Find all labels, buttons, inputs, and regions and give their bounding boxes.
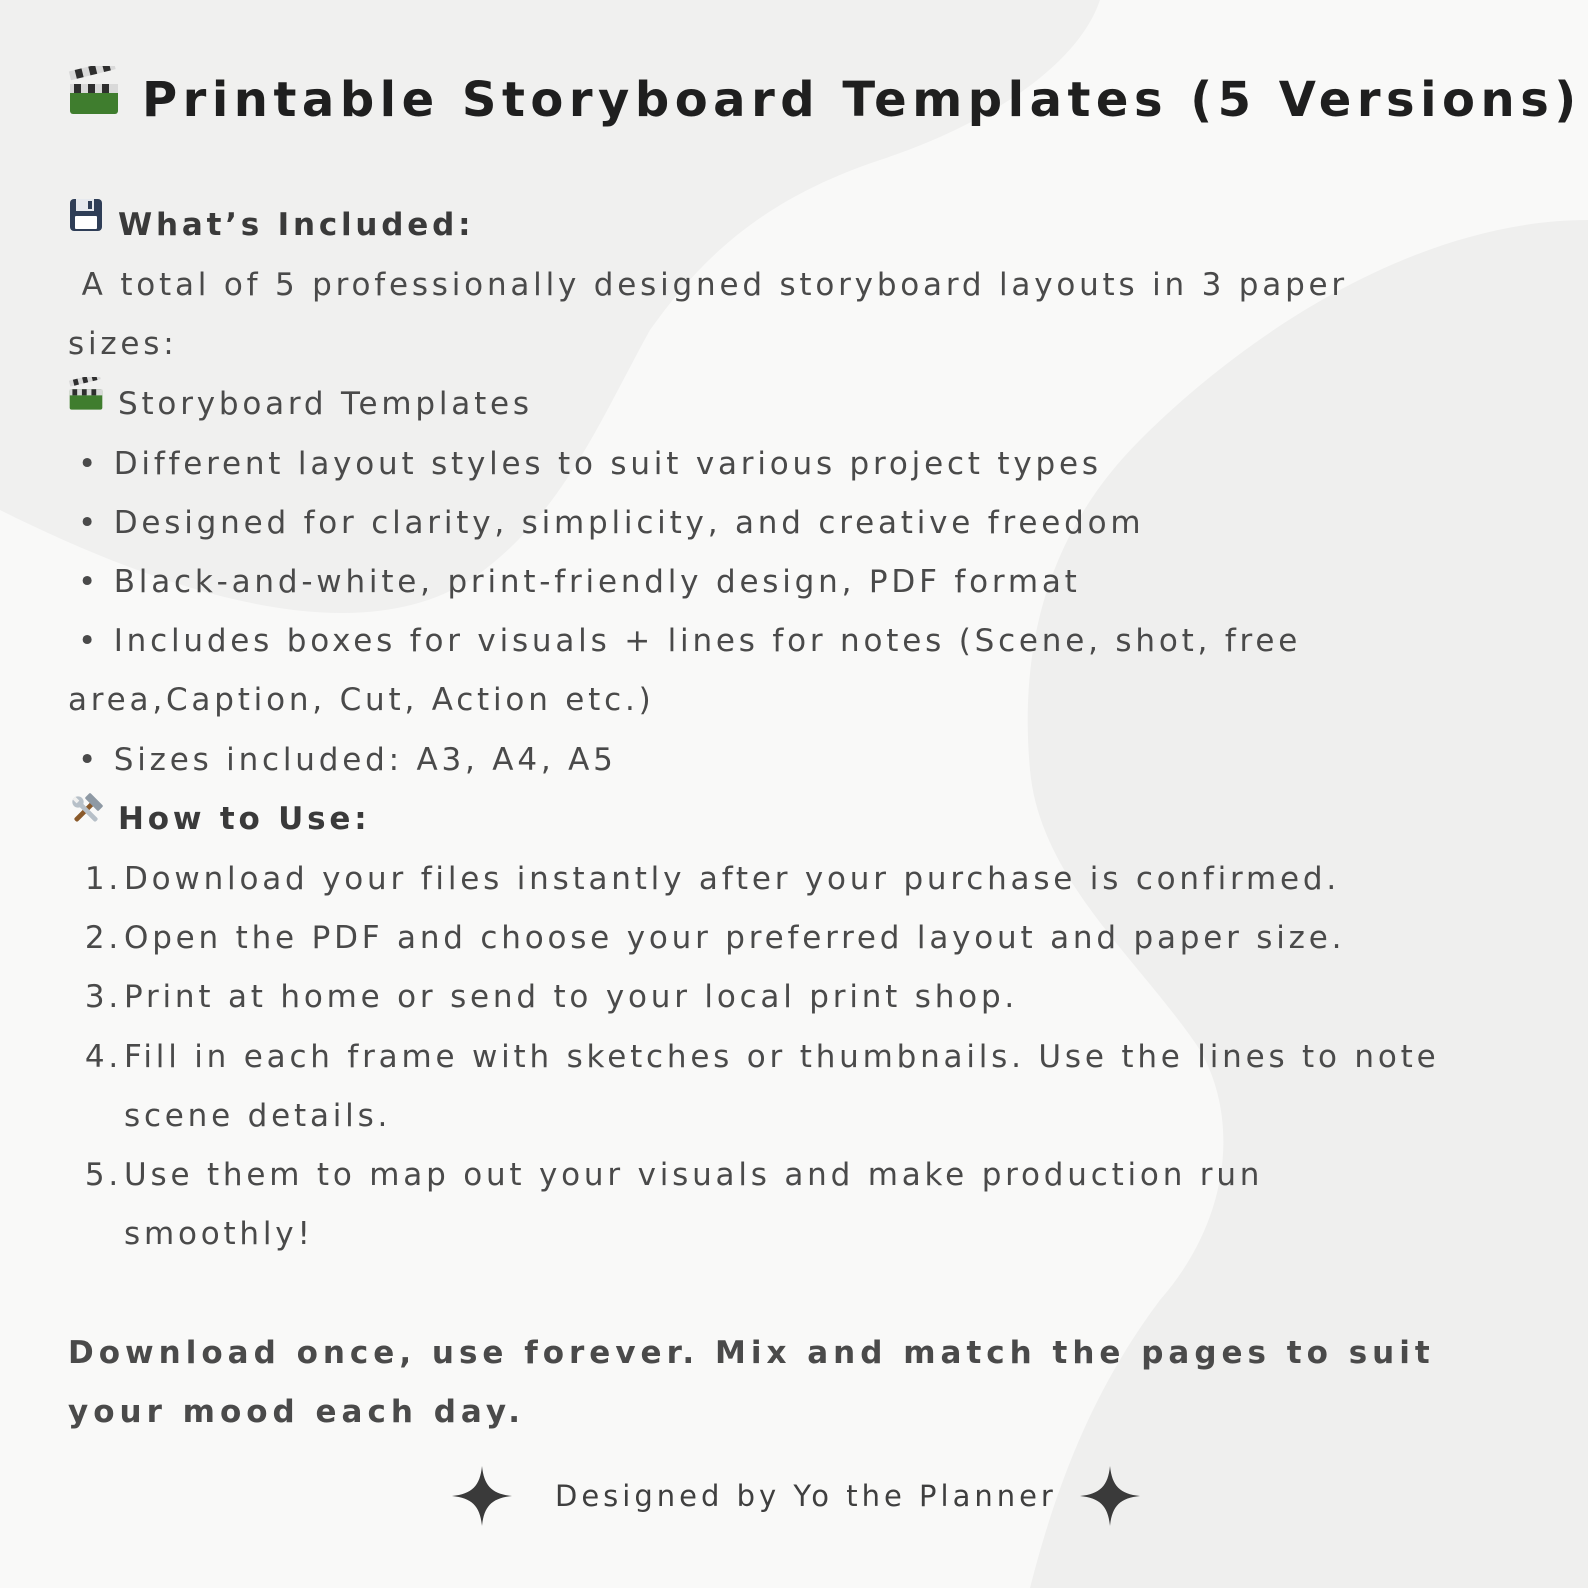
step-number: 2. <box>84 920 122 957</box>
step-number: 1. <box>84 860 122 897</box>
closing-statement: Download once, use forever. Mix and match the pages to suit your mood each day. <box>68 1335 1435 1431</box>
included-heading: What’s Included: <box>68 196 1538 256</box>
list-item-continuation: area,Caption, Cut, Action etc.) <box>68 682 655 719</box>
step-item <box>68 1146 1538 1264</box>
floppy-disk-icon <box>68 194 104 253</box>
main-text <box>68 196 1538 1264</box>
included-intro-line: A total of 5 professionally designed storyboard layouts in 3 paper <box>68 267 1348 304</box>
clapper-board-icon <box>68 66 120 132</box>
list-item: • Sizes included: A3, A4, A5 <box>78 741 617 778</box>
step-number: 3. <box>84 979 122 1016</box>
templates-heading: Storyboard Templates <box>68 375 1538 435</box>
step-number: 5. <box>84 1156 122 1193</box>
step-text: Fill in each frame with sketches or thumbnails. Use the lines to note scene details. <box>124 1038 1440 1134</box>
step-text: Open the PDF and choose your preferred layout and paper size. <box>124 920 1346 957</box>
step-text: Print at home or send to your local print shop. <box>124 979 1019 1016</box>
list-item: • Different layout styles to suit various project types <box>78 445 1102 482</box>
list-item: • Includes boxes for visuals + lines for notes (Scene, shot, free <box>78 623 1302 660</box>
step-text: Download your files instantly after your purchase is confirmed. <box>124 860 1341 897</box>
sparkle-icon <box>1080 1466 1140 1526</box>
page-title <box>68 68 1582 136</box>
footer <box>0 1466 1588 1536</box>
step-item <box>68 1028 1538 1146</box>
page-title-text: Printable Storyboard Templates (5 Versions) <box>142 72 1582 128</box>
step-item <box>68 850 1538 909</box>
hammer-and-wrench-icon <box>68 788 104 847</box>
list-item: • Black-and-white, print-friendly design, PDF format <box>78 564 1081 600</box>
how-to-use-heading: How to Use: <box>68 790 1538 850</box>
sparkle-icon <box>452 1466 512 1526</box>
step-text: Use them to map out your visuals and make production run smoothly! <box>124 1156 1264 1253</box>
clapper-board-icon <box>68 372 104 431</box>
step-item <box>68 909 1538 968</box>
footer-credit: Designed by Yo the Planner <box>555 1479 1057 1513</box>
step-number: 4. <box>84 1038 122 1075</box>
list-item: • Designed for clarity, simplicity, and creative freedom <box>78 504 1145 541</box>
included-intro-line: sizes: <box>68 326 178 363</box>
step-item <box>68 968 1538 1027</box>
